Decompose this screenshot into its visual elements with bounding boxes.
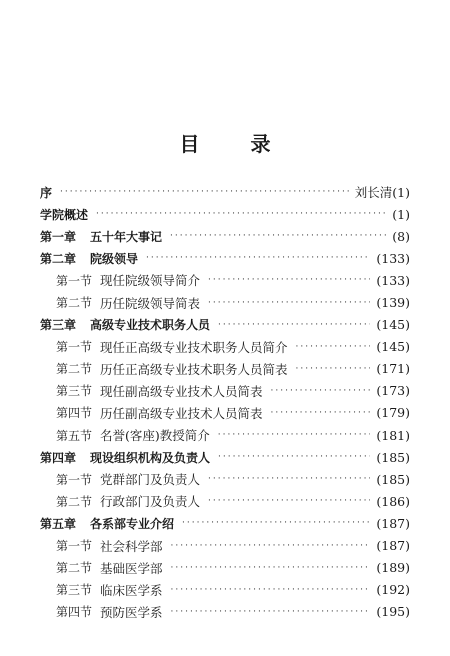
toc-entry-page: (192) xyxy=(376,582,410,598)
toc-entry-page: (195) xyxy=(376,604,410,620)
dot-leader xyxy=(170,229,386,243)
dot-leader xyxy=(96,207,386,221)
dot-leader xyxy=(218,450,370,464)
dot-leader xyxy=(171,605,371,619)
toc-entry-page: (171) xyxy=(376,361,410,377)
dot-leader xyxy=(171,539,371,553)
toc-entry-page: (185) xyxy=(376,449,410,465)
dot-leader xyxy=(171,561,371,575)
toc-entry xyxy=(40,579,410,601)
toc-entry-page: (173) xyxy=(376,383,410,399)
toc-entry-number: 第五节 xyxy=(56,428,93,443)
toc-entry-label: 行政部门及负责人 xyxy=(100,494,201,510)
toc-entry-number: 第五章 xyxy=(40,516,77,531)
toc-entry-label: 各系部专业介绍 xyxy=(90,516,175,531)
toc-entry-number: 第一节 xyxy=(56,539,93,554)
toc-entry xyxy=(40,468,410,490)
toc-entry-label: 五十年大事记 xyxy=(90,229,163,244)
toc-entry xyxy=(40,247,410,269)
toc-entry-page: (181) xyxy=(376,427,410,443)
dot-leader xyxy=(208,494,370,508)
toc-entry-page: (1) xyxy=(392,206,410,222)
toc-entry xyxy=(40,314,410,336)
toc-entry-page: (179) xyxy=(376,405,410,421)
dot-leader xyxy=(218,318,370,332)
toc-entry-label: 历任院级领导简表 xyxy=(100,295,201,311)
dot-leader xyxy=(271,406,371,420)
toc-entry xyxy=(40,424,410,446)
toc-entry-author: 刘长清 xyxy=(354,185,393,201)
toc-entry-label: 历任正高级专业技术职务人员简表 xyxy=(100,361,288,377)
toc-entry xyxy=(40,601,410,623)
toc-entry-page: (139) xyxy=(376,295,410,311)
dot-leader xyxy=(146,251,370,265)
dot-leader xyxy=(208,472,370,486)
toc-entry-label: 现任正高级专业技术职务人员简介 xyxy=(100,339,288,355)
toc-entry-number: 第三章 xyxy=(40,318,77,333)
toc-entry-number: 第一节 xyxy=(56,273,93,288)
toc-entry-label: 党群部门及负责人 xyxy=(100,472,201,488)
toc-entry xyxy=(40,490,410,512)
toc-entry-page: (187) xyxy=(376,538,410,554)
dot-leader xyxy=(296,362,371,376)
toc-entry-page: (145) xyxy=(376,339,410,355)
toc-entry xyxy=(40,203,410,225)
dot-leader xyxy=(208,273,370,287)
toc-entry-page: (133) xyxy=(376,250,410,266)
toc-entry xyxy=(40,512,410,534)
toc-entry-page: (145) xyxy=(376,317,410,333)
toc-entry-label: 历任副高级专业技术人员简表 xyxy=(100,405,263,421)
toc-entry-number: 第二节 xyxy=(56,362,93,377)
toc-entry-page: (8) xyxy=(392,228,410,244)
dot-leader xyxy=(171,583,371,597)
toc-entry-label: 现设组织机构及负责人 xyxy=(90,450,211,465)
toc-entry-page: (187) xyxy=(376,515,410,531)
toc-entry-number: 第二节 xyxy=(56,494,93,509)
toc-entry-label: 社会科学部 xyxy=(100,538,163,554)
toc-entry-page: (1) xyxy=(392,184,410,200)
toc-entry-number: 第二章 xyxy=(40,251,77,266)
toc-entry-page: (185) xyxy=(376,471,410,487)
toc-entry xyxy=(40,380,410,402)
dot-leader xyxy=(218,428,371,442)
toc-entry-number: 第四章 xyxy=(40,450,77,465)
toc-entry xyxy=(40,358,410,380)
toc-entry xyxy=(40,291,410,313)
toc-entry-label: 高级专业技术职务人员 xyxy=(90,318,211,333)
toc-entry-label: 名誉(客座)教授简介 xyxy=(100,428,210,444)
toc-entry-label: 学院概述 xyxy=(40,207,89,222)
toc-entry-number: 第二节 xyxy=(56,296,93,311)
toc-entry-page: (186) xyxy=(376,493,410,509)
toc-entry-number: 第四节 xyxy=(56,605,93,620)
toc-entry xyxy=(40,535,410,557)
toc-entry xyxy=(40,446,410,468)
toc-entry xyxy=(40,402,410,424)
toc-entry xyxy=(40,557,410,579)
toc-entry-label: 基础医学部 xyxy=(100,560,163,576)
toc-entry-number: 第三节 xyxy=(56,384,93,399)
page-title: 目 录 xyxy=(179,132,293,156)
toc-entry-label: 临床医学系 xyxy=(100,582,163,598)
toc-entry xyxy=(40,336,410,358)
toc-entry-label: 院级领导 xyxy=(90,251,139,266)
dot-leader xyxy=(208,296,370,310)
dot-leader xyxy=(296,340,371,354)
toc-entry-page: (133) xyxy=(376,272,410,288)
toc-entry xyxy=(40,269,410,291)
toc-entry-number: 第一章 xyxy=(40,229,77,244)
toc-entry-label: 预防医学系 xyxy=(100,604,163,620)
toc-entry-label: 现任副高级专业技术人员简表 xyxy=(100,383,263,399)
toc-entry-page: (189) xyxy=(376,560,410,576)
toc-entry xyxy=(40,181,410,203)
dot-leader xyxy=(60,185,349,199)
toc-entry-number: 第一节 xyxy=(56,472,93,487)
toc-entry-number: 第三节 xyxy=(56,583,93,598)
table-of-contents xyxy=(40,181,410,623)
dot-leader xyxy=(271,384,371,398)
toc-entry xyxy=(40,225,410,247)
toc-entry-number: 第一节 xyxy=(56,340,93,355)
toc-entry-number: 第四节 xyxy=(56,406,93,421)
toc-entry-label: 现任院级领导简介 xyxy=(100,273,201,289)
dot-leader xyxy=(182,516,370,530)
toc-entry-label: 序 xyxy=(40,185,53,200)
toc-entry-number: 第二节 xyxy=(56,561,93,576)
